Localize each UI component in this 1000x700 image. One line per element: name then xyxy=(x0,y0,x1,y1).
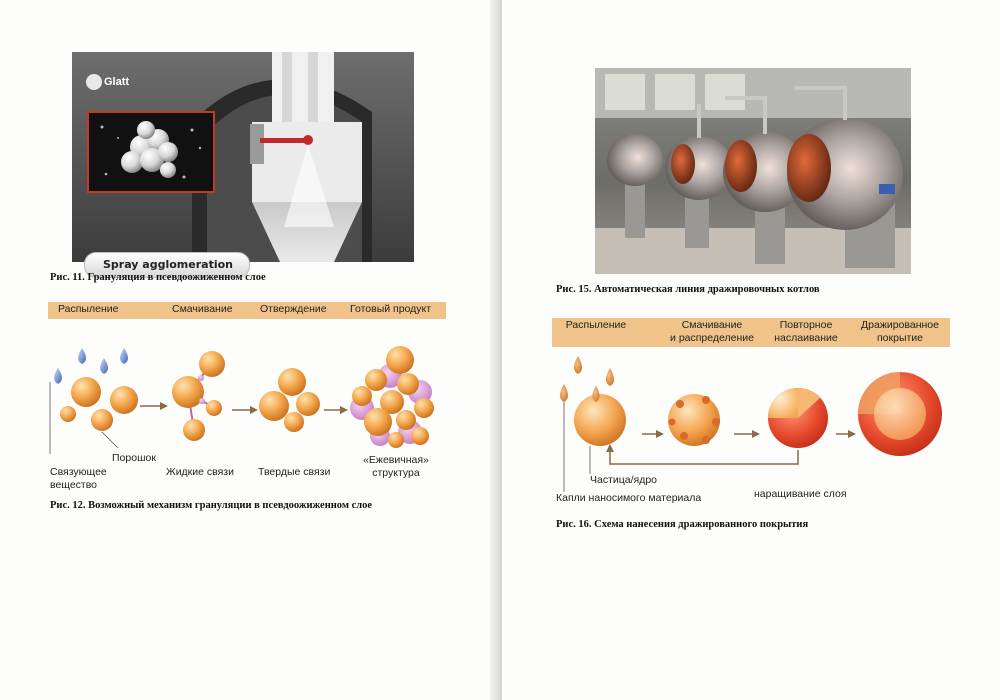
fig16-stage-bar xyxy=(552,318,950,347)
liquid-bonds-cluster xyxy=(172,351,225,441)
fig15-photo xyxy=(595,68,911,274)
wetted-particle xyxy=(668,394,720,446)
fig15-illustration xyxy=(595,68,911,274)
label-binder-line2: вещество xyxy=(50,479,98,491)
label-powder: Порошок xyxy=(112,452,156,464)
fig16-stage-relayering-line2: наслаивание xyxy=(774,332,838,344)
label-droplets: Капли наносимого материала xyxy=(556,492,702,504)
powder-particles xyxy=(60,377,138,431)
label-layer-growth: наращивание слоя xyxy=(754,488,847,500)
fig16-stage-relayering-line1: Повторное xyxy=(779,319,833,331)
coated-particle xyxy=(858,372,942,456)
fig16-stage-wetting-line2: и распределение xyxy=(670,332,754,344)
label-blackberry-line2: структура xyxy=(372,467,420,479)
fig16-stage-coated-line2: покрытие xyxy=(876,332,924,344)
label-solid-bonds: Твердые связи xyxy=(258,466,331,478)
fig12-stage-solidification: Отверждение xyxy=(260,303,327,315)
core-particle xyxy=(574,394,626,446)
fig15-caption: Рис. 15. Автоматическая линия дражировочных котлов xyxy=(556,284,820,295)
label-binder-line1: Связующее xyxy=(50,466,107,478)
fig16-stage-coated-line1: Дражированное xyxy=(861,319,939,331)
fig11-photo xyxy=(72,52,414,271)
solid-bonds-cluster xyxy=(259,368,320,432)
fig16-diagram xyxy=(502,350,1000,490)
fig12-stage-spraying: Распыление xyxy=(58,303,119,315)
label-particle-core: Частица/ядро xyxy=(590,474,658,486)
spray-agglomeration-badge: Spray agglomeration xyxy=(84,252,250,278)
fig16-stage-wetting-line1: Смачивание xyxy=(681,319,743,331)
right-page xyxy=(502,0,1000,700)
label-liquid-bonds: Жидкие связи xyxy=(166,466,234,478)
glatt-logo: Glatt xyxy=(104,76,130,88)
fig12-stage-bar xyxy=(48,302,446,319)
left-page xyxy=(0,0,498,700)
fig16-stage-spraying: Распыление xyxy=(565,319,627,331)
fig11-caption: Рис. 11. Грануляция в псевдоожиженном слое xyxy=(50,272,266,283)
blackberry-cluster xyxy=(350,346,434,448)
relayered-particle xyxy=(768,388,828,448)
fig12-stage-final-product: Готовый продукт xyxy=(350,303,432,315)
fig12-caption: Рис. 12. Возможный механизм грануляции в псевдоожиженном слое xyxy=(50,500,373,511)
fig12-stage-wetting: Смачивание xyxy=(172,303,233,315)
label-blackberry-line1: «Ежевичная» xyxy=(363,454,429,466)
fig16-caption: Рис. 16. Схема нанесения дражированного покрытия xyxy=(556,519,809,530)
